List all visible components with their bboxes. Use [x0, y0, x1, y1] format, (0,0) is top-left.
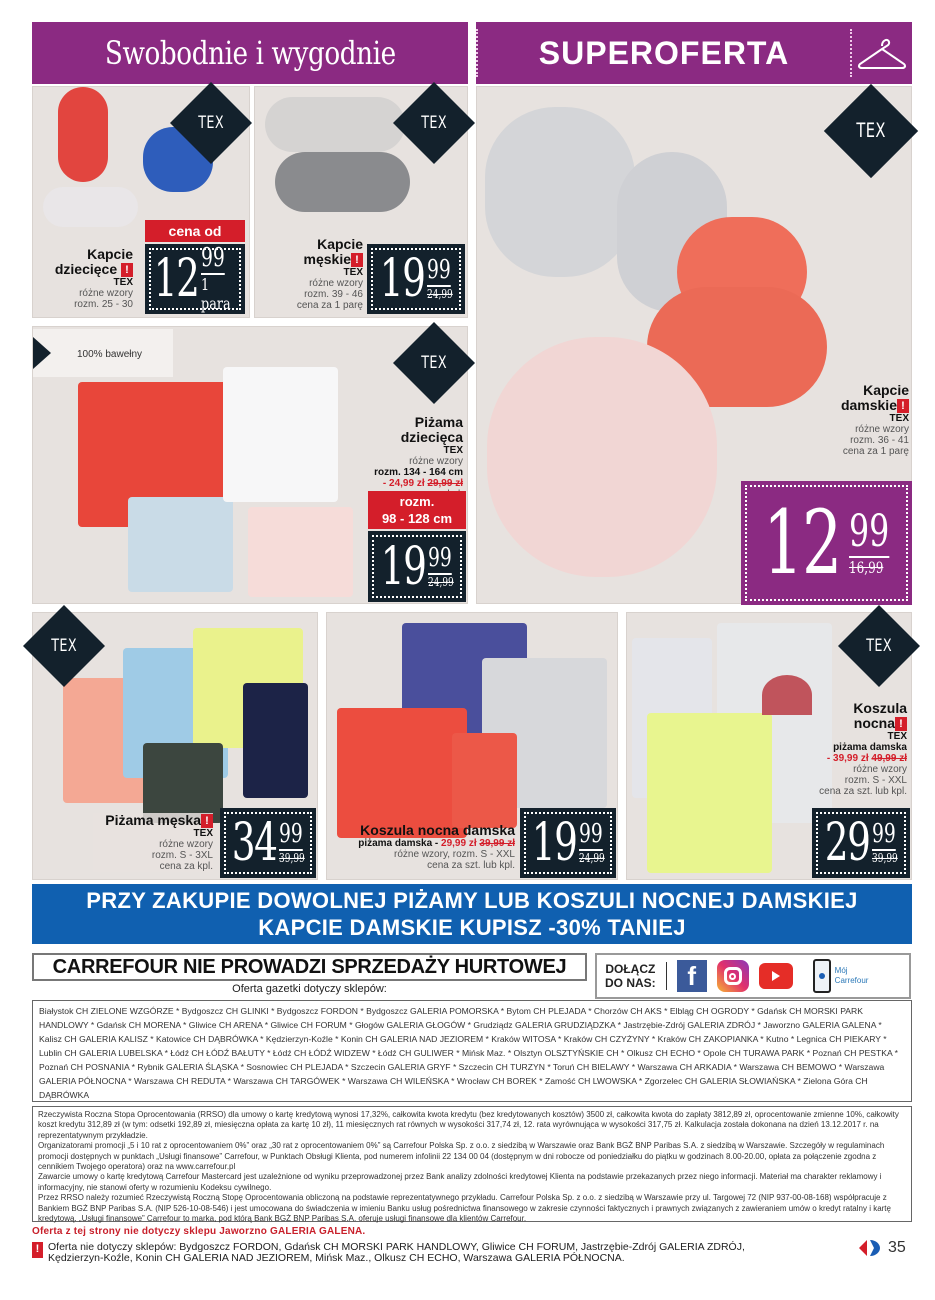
section-header-right	[476, 22, 912, 84]
phone-icon	[813, 959, 831, 993]
youtube-icon[interactable]	[759, 963, 793, 989]
legal-text: Rzeczywista Roczna Stopa Oprocentowania (RRSO) dla umowy o kartę kredytową wynosi 17,32%, całkowita kwota kredytu (bez kredytowanych kosztów) 3500 zł, całkowita kwota do zapłaty 3812,89 zł, oprocentowanie zmienne 10%, całkowity koszt kredytu 312,89 zł (w tym: odsetki 192,89 zł, miesięczna opłata za kartę 10 zł), 11 miesięcznych rat równych w wysokości 317,74 zł, 12. rata wyrównująca w wysokości 317,75 zł. Kalkulacja została dokonana na dzień 13.12.2017 r. na reprezentatywnym przykładzie. Organizatorami promocji „5 i 10 rat z oprocentowaniem 0%” oraz „30 rat z oprocentowaniem 0%” są Carrefour Polska Sp. z o.o. z siedzibą w Warszawie oraz Bank BGŻ BNP Paribas S.A. z siedzibą w Warszawie. Szczegóły w regulaminach promocji dostępnych w punktach „Usługi finansowe” Carrefour, w Punktach Obsługi Klienta, pod numerem infolinii 22 134 00 04 (dostępnym w dni robocze od poniedziałku do piątku w godzinach 8.00-20.00, opłata za połączenie zgodna z cennikiem Twojego operatora) oraz na www.carrefour.pl Zawarcie umowy o kartę kredytową Carrefour Mastercard jest uzależnione od wyniku przeprowadzonej przez Bank analizy zdolności kredytowej Klienta na podstawie przekazanych przez niego informacji. Materiał ma charakter reklamowy i informacyjny, nie stanowi oferty w rozumieniu Kodeksu cywilnego. Przez RRSO należy rozumieć Rzeczywistą Roczną Stopę Oprocentowania obliczoną na podstawie reprezentatywnego przykładu. Carrefour Polska Sp. z o.o. z siedzibą w Warszawie przy ul. Targowej 72 (NIP 937-00-08-168) współpracuje z Bankiem BGŻ BNP Paribas S.A. (NIP 526-10-08-546) i jest umocowana do świadczenia w imieniu Banku usług pośrednictwa finansowego w zakresie czynności faktycznych i prawnych związanych z zawieraniem umów o kredyt ratalny i kartę kredytową. „Usługi finansowe” Carrefour to marka, pod którą Bank BGŻ BNP Paribas S.A. oferuje usługi finansowe dla klientów Carrefour.	[32, 1106, 912, 1222]
tex-badge: TEX	[405, 94, 463, 152]
section-header-left	[32, 22, 468, 84]
product-image	[452, 733, 517, 828]
product-image	[248, 507, 353, 597]
no-wholesale-notice: CARREFOUR NIE PROWADZI SPRZEDAŻY HURTOWEJ	[32, 953, 587, 981]
social-box	[595, 953, 911, 999]
product-image	[143, 743, 223, 823]
page-number: 35	[888, 1239, 906, 1256]
carrefour-logo-icon	[858, 1240, 880, 1256]
exclamation-icon: !	[895, 717, 907, 731]
page-footer	[858, 1239, 906, 1257]
exclusion-notice: Oferta z tej strony nie dotyczy sklepu Jaworzno GALERIA GALENA.	[32, 1226, 366, 1237]
tex-badge: TEX	[35, 617, 93, 675]
tex-badge: TEX	[838, 98, 905, 165]
price-from-tag: cena od	[145, 220, 245, 242]
stores-list: Białystok CH ZIELONE WZGÓRZE * Bydgoszcz CH GLINKI * Bydgoszcz FORDON * Bydgoszcz GALERIA POMORSKA * Bytom CH PLEJADA * Chorzów CH AKS * Elbląg CH OGRODY * Gdańsk CH MORSKI PARK HANDLOWY * Gdańsk CH MORENA * Gliwice CH ARENA * Gliwice CH FORUM * Głogów GALERIA GŁOGÓW * Grudziądz GALERIA GRUDZIĄDZKA * Jastrzębie-Zdrój GALERIA ZDRÓJ * Jaworzno GALERIA GALENA * Kalisz CH GALERIA KALISZ * Katowice CH DĄBRÓWKA * Kędzierzyn-Koźle * Konin CH GALERIA NAD JEZIOREM * Kraków WITOSA * Kraków CH CZYŻYNY * Kraków CH ZAKOPIANKA * Kutno * Legnica CH PIEKARY * Lublin CH GALERIA LUBELSKA * Łódź CH ŁÓDŹ BAŁUTY * Łódź CH ŁÓDŹ WIDZEW * Łódź CH GULIWER * Mińsk Maz. * Olsztyn OLSZTYŃSKIE CH * Olkusz CH ECHO * Opole CH TURAWA PARK * Poznań CH PESTKA * Poznań CH POSNANIA * Rybnik GALERIA ŚLĄSKA * Sosnowiec CH PLEJADA * Szczecin GALERIA GRYF * Szczecin CH TURZYN * Toruń CH BIELAWY * Warszawa CH ARKADIA * Warszawa CH BEMOWO * Warszawa GALERIA PÓŁNOCNA * Warszawa CH REDUTA * Warszawa CH TARGÓWEK * Warszawa CH WILEŃSKA * Wrocław CH BOREK * Zamość CH LWOWSKA * Zgorzelec CH GALERIA SŁOWIAŃSKA * Zielona Góra CH DĄBRÓWKA	[32, 1000, 912, 1102]
price-box: 29 99 39,99	[812, 808, 910, 878]
exclamation-icon: !	[351, 253, 363, 267]
price-box: 19 99 24,99	[367, 244, 465, 314]
facebook-icon[interactable]: f	[677, 960, 707, 992]
price-box: 19 99 24,99	[368, 531, 466, 602]
exclamation-icon: !	[897, 399, 909, 413]
product-image	[128, 497, 233, 592]
tex-badge: TEX	[182, 94, 240, 152]
instagram-icon[interactable]	[717, 960, 749, 992]
product-image	[485, 107, 635, 277]
price-box: 34 99 39,99	[220, 808, 316, 878]
product-image	[487, 337, 717, 577]
size-tag: rozm. 98 - 128 cm	[368, 491, 466, 529]
cotton-badge: 100% bawełny	[33, 329, 173, 377]
product-description: Piżama dziecięca TEX różne wzory rozm. 134 - 164 cm - 24,99 zł 29,99 zł	[374, 414, 463, 489]
product-image	[265, 97, 405, 152]
price-box-superoferta: 12 99 16,99	[741, 481, 912, 605]
product-description: Kapcie męskie ! TEX różne wzory rozm. 39 - 46 cena za 1 parę	[296, 236, 363, 312]
product-description: Kapcie dziecięce ! TEX różne wzory rozm. 25 - 30	[54, 246, 133, 311]
exclamation-icon: !	[201, 814, 213, 828]
arrow-icon	[33, 337, 51, 369]
superoferta-title: SUPEROFERTA	[538, 34, 790, 71]
exclusion-list: ! Oferta nie dotyczy sklepów: Bydgoszcz FORDON, Gdańsk CH MORSKI PARK HANDLOWY, Gliwice CH FORUM, Jastrzębie-Zdrój GALERIA ZDRÓJ, Kędzierzyn-Koźle, Konin CH GALERIA NAD JEZIOREM, Mińsk Maz., Olkusz CH ECHO, Warszawa GALERIA PÓŁNOCNA.	[32, 1242, 745, 1264]
social-label: DOŁĄCZ DO NAS:	[605, 962, 667, 990]
product-description: Kapcie damskie ! TEX różne wzory rozm. 36 - 41 cena za 1 parę	[840, 382, 909, 458]
promo-banner: PRZY ZAKUPIE DOWOLNEJ PIŻAMY LUB KOSZULI NOCNEJ DAMSKIEJ KAPCIE DAMSKIE KUPISZ -30% TANIEJ	[32, 884, 912, 944]
price-box: 19 99 24,99	[520, 808, 616, 878]
tex-badge: TEX	[850, 617, 908, 675]
product-image	[275, 152, 410, 212]
product-description: Koszula nocna ! TEX piżama damska - 39,99 zł 49,99 zł różne wzory rozm. S - XXL cena za szt. lub kpl.	[819, 700, 907, 798]
product-description: Koszula nocna damska piżama damska - 29,99 zł 39,99 zł różne wzory, rozm. S - XXL cena za szt. lub kpl.	[358, 822, 515, 871]
exclamation-icon: !	[32, 1242, 43, 1258]
product-image	[43, 187, 138, 227]
product-description: Piżama męska ! TEX różne wzory rozm. S - 3XL cena za kpl.	[93, 813, 213, 872]
section-title: Swobodnie i wygodnie	[104, 34, 396, 72]
product-image	[58, 87, 108, 182]
exclamation-icon: !	[121, 263, 133, 277]
price-box: 12 99 1 para	[145, 244, 245, 314]
product-image	[647, 713, 772, 873]
product-image	[223, 367, 338, 502]
carrefour-app-link[interactable]: Mój Carrefour	[813, 959, 869, 993]
stores-heading: Oferta gazetki dotyczy sklepów:	[232, 983, 387, 995]
hanger-icon	[852, 28, 912, 78]
product-image	[337, 708, 467, 838]
product-image	[243, 683, 308, 798]
tex-badge: TEX	[405, 334, 463, 392]
